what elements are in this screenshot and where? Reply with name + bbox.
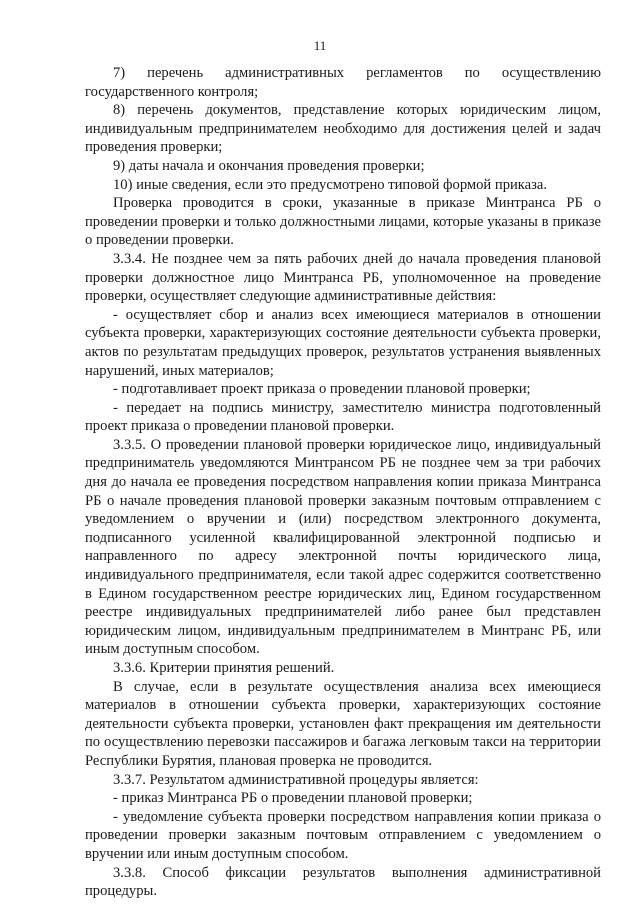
paragraph-3-3-4-prepare: - подготавливает проект приказа о проведении плановой проверки; — [113, 381, 531, 398]
paragraph-inspection-terms: Проверка проводится в сроки, указанные в приказе Минтранса РБ о проведении проверки и только должностными лицами, которые указаны в приказе о проведении проверки. — [85, 195, 601, 249]
paragraph-3-3-4-submit: - передает на подпись министру, заместителю министра подготовленный проект приказа о проведении плановой проверки. — [85, 399, 601, 435]
paragraph-item-7: 7) перечень административных регламентов по осуществлению государственного контроля; — [85, 65, 601, 100]
paragraph-item-10: 10) иные сведения, если это предусмотрено типовой формой приказа. — [113, 176, 548, 193]
paragraph-3-3-7-order: - приказ Минтранса РБ о проведении плановой проверки; — [113, 790, 473, 807]
paragraph-3-3-7: 3.3.7. Результатом административной процедуры является: — [113, 771, 479, 788]
paragraph-3-3-6: 3.3.6. Критерии принятия решений. — [113, 660, 335, 676]
paragraph-3-3-8: 3.3.8. Способ фиксации результатов выполнения административной процедуры. — [85, 864, 601, 900]
paragraph-3-3-5: 3.3.5. О проведении плановой проверки юридическое лицо, индивидуальный предприниматель уведомляются Минтрансом РБ не позднее чем за три рабочих дня до начала ее проведения посредством направления копии приказа Минтранса РБ о начале проведения плановой проверки заказным почтовым отправлением с уведомлением о вручении и (или) посредством электронного документа, подписанного усиленной квалифицированной электронной подписью и направленного по адресу электронной почты юридического лица, индивидуального предпринимателя, если такой адрес содержится соответственно в Едином государственном реестре юридических лиц, Едином государственном реестре индивидуальных предпринимателей либо ранее был представлен юридическим лицом, индивидуальным предпринимателем в Минтранс РБ, или иным доступным способом. — [85, 436, 601, 658]
paragraph-3-3-4: 3.3.4. Не позднее чем за пять рабочих дней до начала проведения плановой проверки должностное лицо Минтранса РБ, уполномоченное на проведение проверки, осуществляет следующие административные действия: — [85, 250, 601, 305]
paragraph-item-9: 9) даты начала и окончания проведения проверки; — [113, 157, 425, 174]
page-number: 11 — [313, 38, 327, 53]
paragraph-3-3-4-collect: - осуществляет сбор и анализ всех имеющиеся материалов в отношении субъекта проверки, характеризующих состояние деятельности субъекта проверки, актов по результатам предыдущих проверок, результатов устранения выявленных нарушений, иных материалов; — [85, 306, 601, 379]
paragraph-3-3-6-case: В случае, если в результате осуществления анализа всех имеющиеся материалов в отношении субъекта проверки, характеризующих состояние деятельности субъекта проверки, установлен факт прекращения им деятельности по осуществлению перевозки пассажиров и багажа легковым такси на территории Республики Бурятия, плановая проверка не проводится. — [85, 678, 601, 769]
paragraph-3-3-7-notice: - уведомление субъекта проверки посредством направления копии приказа о проведении проверки заказным почтовым отправлением с уведомлением о вручении или иным доступным способом. — [85, 808, 601, 862]
paragraph-item-8: 8) перечень документов, представление которых юридическим лицом, индивидуальным предпринимателем необходимо для достижения целей и задач проведения проверки; — [85, 102, 601, 156]
document-body — [85, 64, 601, 901]
